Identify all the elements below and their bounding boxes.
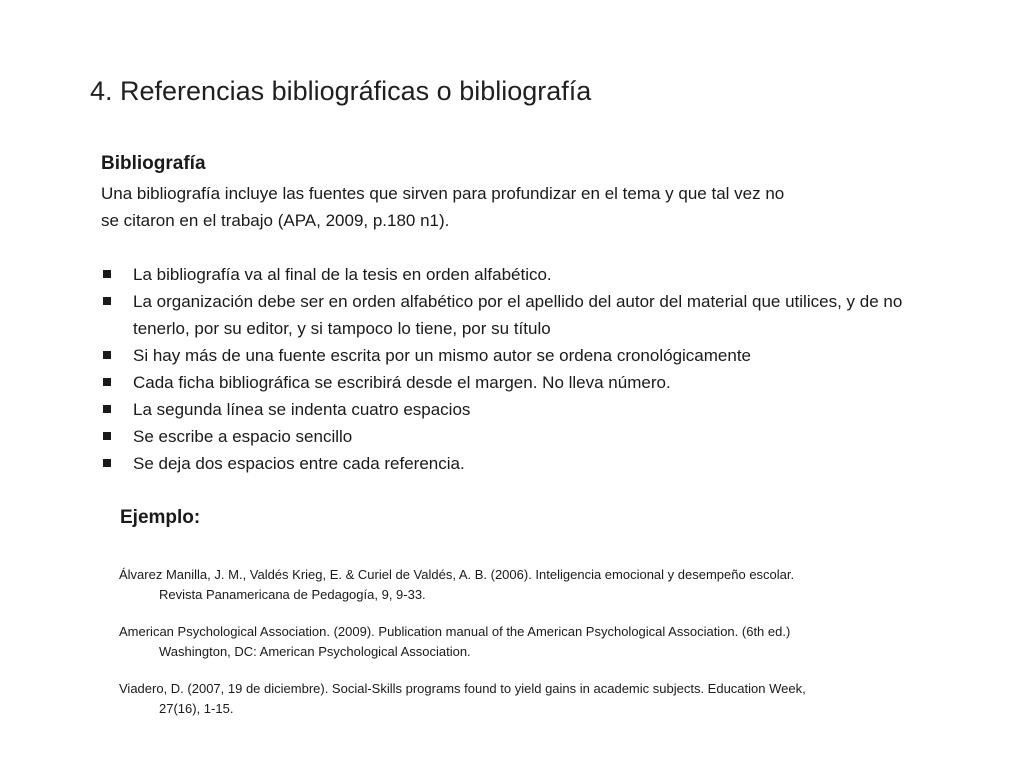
list-item <box>101 288 951 342</box>
reference-indented-line: 27(16), 1-15. <box>159 701 234 716</box>
slide-title: 4. Referencias bibliográficas o bibliografía <box>90 76 592 106</box>
list-item <box>101 396 951 423</box>
reference-first-line: Álvarez Manilla, J. M., Valdés Krieg, E. & Curiel de Valdés, A. B. (2006). Inteligencia emocional y desempeño escolar. <box>119 567 795 582</box>
reference-first-line: Viadero, D. (2007, 19 de diciembre). Social-Skills programs found to yield gains in academic subjects. Education Week, <box>119 681 806 696</box>
list-item-text: La organización debe ser en orden alfabético por el apellido del autor del material que utilices, y de no tenerlo, por su editor, y si tampoco lo tiene, por su título <box>133 292 903 338</box>
intro-line: Una bibliografía incluye las fuentes que sirven para profundizar en el tema y que tal vez no <box>101 184 785 203</box>
reference-indented-line: Revista Panamericana de Pedagogía, 9, 9-33. <box>159 587 426 602</box>
reference-entry <box>119 622 949 662</box>
list-item <box>101 450 951 477</box>
list-item-text: Se deja dos espacios entre cada referencia. <box>133 454 465 473</box>
list-item-text: La segunda línea se indenta cuatro espacios <box>133 400 471 419</box>
square-bullet-icon <box>103 432 111 440</box>
list-item-text: Si hay más de una fuente escrita por un mismo autor se ordena cronológicamente <box>133 346 752 365</box>
list-item <box>101 423 951 450</box>
list-item-text: La bibliografía va al final de la tesis en orden alfabético. <box>133 265 552 284</box>
list-item-text: Cada ficha bibliográfica se escribirá desde el margen. No lleva número. <box>133 373 671 392</box>
section-heading: Bibliografía <box>101 153 206 174</box>
square-bullet-icon <box>103 378 111 386</box>
list-item-text: Se escribe a espacio sencillo <box>133 427 353 446</box>
reference-entry <box>119 565 949 605</box>
square-bullet-icon <box>103 351 111 359</box>
list-item <box>101 261 951 288</box>
example-heading: Ejemplo: <box>120 507 201 528</box>
reference-entry <box>119 679 949 719</box>
square-bullet-icon <box>103 405 111 413</box>
square-bullet-icon <box>103 459 111 467</box>
rules-list <box>101 261 951 477</box>
list-item <box>101 369 951 396</box>
list-item <box>101 342 951 369</box>
square-bullet-icon <box>103 297 111 305</box>
square-bullet-icon <box>103 270 111 278</box>
reference-first-line: American Psychological Association. (2009). Publication manual of the American Psychological Association. (6th ed.) <box>119 624 791 639</box>
reference-indented-line: Washington, DC: American Psychological Association. <box>159 644 471 659</box>
reference-list <box>119 565 949 736</box>
intro-paragraph <box>101 180 951 234</box>
intro-line: se citaron en el trabajo (APA, 2009, p.180 n1). <box>101 211 450 230</box>
